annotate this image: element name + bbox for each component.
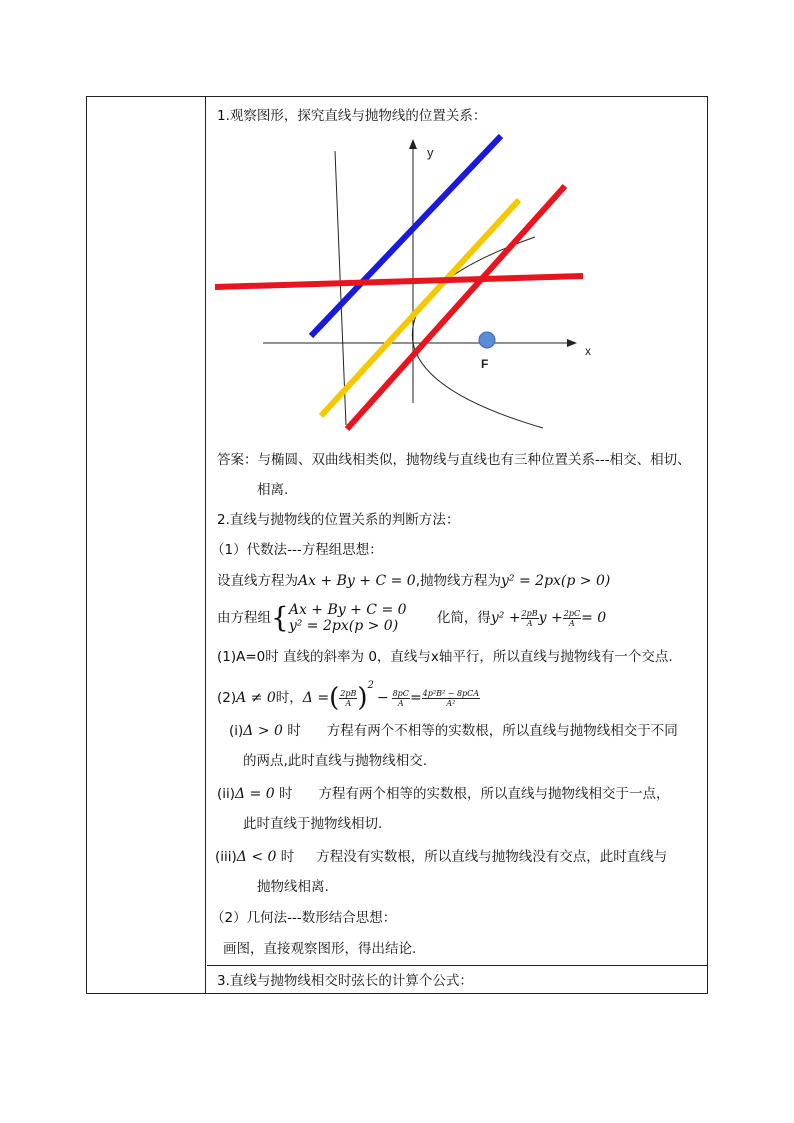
line-equation: Ax + By + C = 0 [298, 573, 416, 589]
fraction-2pB-over-A: $\frac{2pB}{A}$ [521, 608, 538, 628]
x-axis-label: x [585, 344, 591, 358]
section-3-title: 3.直线与抛物线相交时弦长的计算个公式： [217, 973, 473, 989]
sub-case-i [229, 722, 678, 740]
sub-i-label: (i) [229, 723, 244, 739]
system-equations [289, 602, 407, 634]
row-divider [207, 965, 707, 966]
sub-i-when: 时 [287, 723, 301, 739]
sub-iii-label: (iii) [215, 849, 237, 865]
left-paren: ( [329, 683, 340, 713]
directrix-line [335, 151, 346, 425]
right-paren: ) [357, 683, 368, 713]
case-1: (1)A=0时 直线的斜率为 0，直线与x轴平行，所以直线与抛物线有一个交点. [217, 649, 673, 665]
system-equation-2: y² = 2px(p > 0) [288, 618, 399, 634]
red-line-horizontal [215, 276, 583, 287]
focus-label: F [481, 357, 489, 371]
x-axis-arrow [567, 339, 577, 347]
sub-iii-text-1: 方程没有实数根，所以直线与抛物线没有交点，此时直线与 [316, 849, 668, 865]
section-2-title: 2.直线与抛物线的位置关系的判断方法： [217, 512, 460, 528]
method-2-text: 画图，直接观察图形，得出结论. [223, 941, 417, 957]
system-line [217, 602, 606, 638]
system-brace: { [271, 601, 289, 634]
sub-case-ii [217, 785, 670, 803]
sub-ii-when: 时 [279, 786, 293, 802]
answer-line-1: 答案：与椭圆、双曲线相类似，抛物线与直线也有三种位置关系---相交、相切、 [217, 452, 691, 468]
table-right-cell [207, 97, 707, 993]
sub-i-condition: Δ > 0 [243, 723, 283, 739]
sub-iii-text-2: 抛物线相离. [257, 879, 329, 895]
delta-minus: − [376, 690, 389, 706]
sub-ii-text-1: 方程有两个相等的实数根，所以直线与抛物线相交于一点， [318, 786, 670, 802]
parabola-equation: y² = 2px(p > 0) [501, 573, 611, 589]
blue-line [311, 136, 501, 336]
case-2-prefix: (2) [217, 690, 237, 706]
focus-point [479, 332, 495, 348]
case-2-mid: 时， [275, 690, 303, 706]
sub-iii-when: 时 [280, 849, 295, 865]
delta-symbol: Δ = [302, 690, 330, 706]
yellow-line [321, 200, 519, 416]
simplified-part-a: y² + [490, 610, 521, 626]
system-prefix: 由方程组 [217, 610, 271, 626]
sub-iii-condition: Δ < 0 [236, 849, 277, 865]
simplify-prefix: 化简，得 [436, 610, 491, 626]
y-axis-arrow [409, 139, 417, 149]
setup-line [217, 572, 610, 590]
system-equation-1: Ax + By + C = 0 [288, 602, 407, 618]
y-axis-label: y [427, 145, 434, 160]
sub-ii-label: (ii) [217, 786, 236, 802]
fraction-2pB-over-A-delta: $\frac{2pB}{A}$ [340, 688, 357, 708]
table-left-cell [87, 97, 206, 993]
delta-equals: = [409, 690, 422, 706]
setup-mid: ,抛物线方程为 [415, 573, 502, 589]
parabola-line-graph [213, 133, 593, 438]
fraction-2pC-over-A: $\frac{2pC}{A}$ [563, 608, 581, 628]
fraction-8pC-over-A: $\frac{8pC}{A}$ [392, 688, 409, 708]
section-1-title: 1.观察图形，探究直线与抛物线的位置关系： [217, 108, 487, 124]
method-1-title: （1）代数法---方程组思想： [211, 542, 383, 558]
case-2-condition: A ≠ 0 [236, 690, 276, 706]
sub-case-iii [215, 848, 667, 866]
simplified-part-c: = 0 [581, 610, 607, 626]
content-table [86, 96, 708, 994]
fraction-discriminant: $\frac{\text{4p²B² − 8pCA}}{\text{A²}}$ [422, 688, 480, 708]
sub-i-text-1: 方程有两个不相等的实数根，所以直线与抛物线相交于不同 [326, 723, 678, 739]
sub-ii-condition: Δ = 0 [235, 786, 275, 802]
sub-ii-text-2: 此时直线于抛物线相切. [243, 816, 383, 832]
simplified-part-b: y + [538, 610, 563, 626]
method-2-title: （2）几何法---数形结合思想： [211, 910, 397, 926]
sub-i-text-2: 的两点,此时直线与抛物线相交. [243, 753, 428, 769]
case-2-line [217, 677, 480, 711]
answer-line-2: 相离. [257, 482, 289, 498]
setup-prefix: 设直线方程为 [217, 573, 298, 589]
delta-square: 2 [367, 680, 374, 691]
